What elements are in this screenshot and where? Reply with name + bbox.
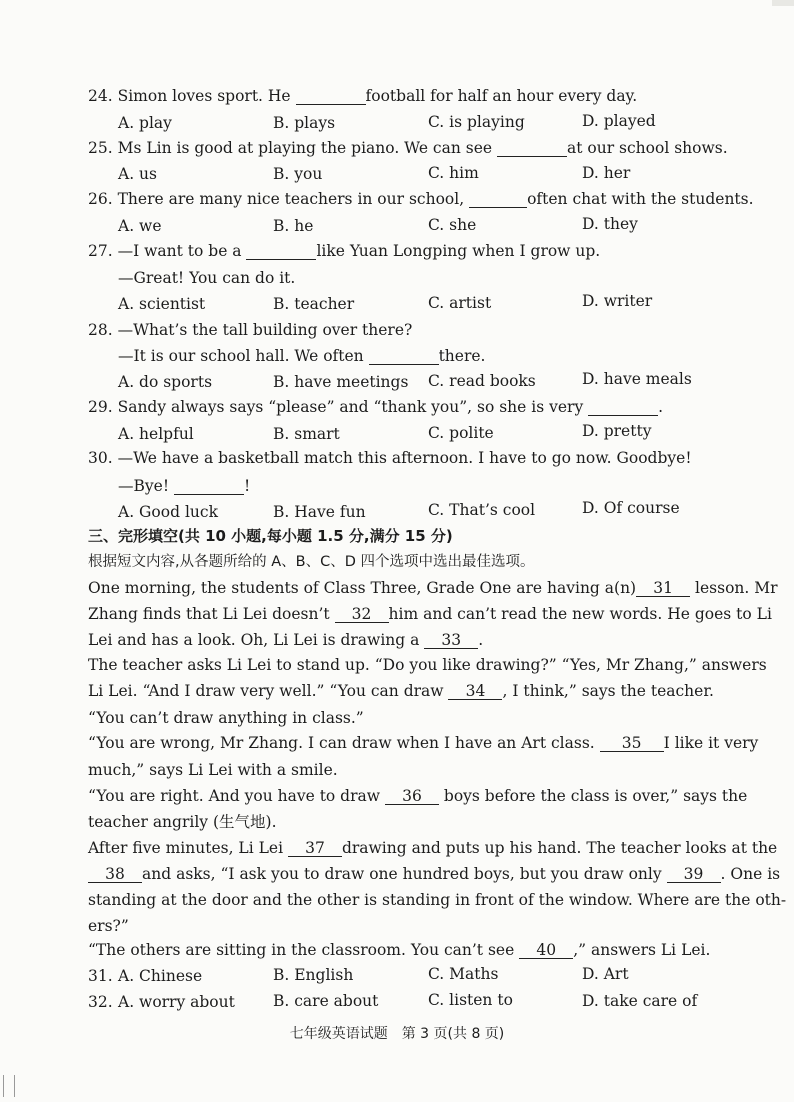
question-text: —It is our school hall. We often [118,347,369,365]
option-b: B. teacher [273,295,355,313]
page-footer: 七年级英语试题 第 3 页(共 8 页) [289,1026,505,1042]
passage-line: “You can’t draw anything in class.” [88,709,364,727]
passage-line [88,733,758,753]
question-text: There are many nice teachers in our school, [117,190,470,208]
answer-blank [469,191,527,208]
option-c: C. Maths [428,965,499,983]
answer-blank [174,478,244,495]
passage-text: Li Lei. “And I draw very well.” “You can draw [88,682,444,700]
cloze-blank-36: 36 [385,788,439,805]
option-a: A. helpful [118,425,194,443]
passage-text: I like it very [663,734,759,752]
passage-text: “You are wrong, Mr Zhang. I can draw when I have an Art class. [88,734,595,752]
passage-text: Lei and has a look. Oh, Li Lei is drawing a [88,631,420,649]
passage-text: . [478,631,484,649]
question-text: Simon loves sport. He [117,87,296,105]
question-30 [88,448,692,468]
option-b: B. English [273,966,354,984]
option-a: A. do sports [118,373,213,391]
question-text: like Yuan Longping when I grow up. [316,242,601,260]
question-text: Sandy always says “please” and “thank you”, so she is very [117,398,589,416]
question-text: —We have a basketball match this afternoon. I have to go now. Goodbye! [117,449,692,467]
passage-line [88,604,772,624]
section-instruction: 根据短文内容,从各题所给的 A、B、C、D 四个选项中选出最佳选项。 [88,554,535,570]
passage-text: After five minutes, Li Lei [88,839,284,857]
passage-line: standing at the door and the other is standing in front of the window. Where are the oth- [88,891,787,909]
option-b: B. smart [273,425,340,443]
passage-line [88,864,780,884]
cloze-blank-39: 39 [667,866,721,883]
option-b: B. he [273,217,314,235]
option-b: B. care about [273,992,379,1010]
question-number: 31. [88,967,113,985]
passage-text: Zhang finds that Li Lei doesn’t [88,605,330,623]
option-d: D. have meals [582,370,692,388]
question-number: 26. [88,190,113,208]
passage-text: lesson. Mr [695,579,778,597]
question-number: 27. [88,242,113,260]
passage-line [88,786,747,806]
option-d: D. they [582,215,638,233]
option-d: D. writer [582,292,653,310]
cloze-blank-35: 35 [600,735,664,752]
option-c: C. him [428,164,479,182]
passage-text: ,” answers Li Lei. [573,941,711,959]
question-text: . [658,398,664,416]
option-d: D. take care of [582,992,698,1010]
section-heading: 三、完形填空(共 10 小题,每小题 1.5 分,满分 15 分) [88,527,453,545]
option-b: B. plays [273,114,336,132]
passage-line [88,630,483,650]
option-a: A. scientist [118,295,206,313]
cloze-blank-31: 31 [636,580,690,597]
option-c: C. listen to [428,991,513,1009]
question-text: football for half an hour every day. [365,87,638,105]
passage-line: much,” says Li Lei with a smile. [88,761,338,779]
dialogue-line [118,476,250,496]
dialogue-line: —Great! You can do it. [118,269,296,287]
question-25 [88,138,728,158]
option-d: D. Art [582,965,629,983]
option-c: C. polite [428,424,494,442]
option-d: D. pretty [582,422,652,440]
passage-line: The teacher asks Li Lei to stand up. “Do you like drawing?” “Yes, Mr Zhang,” answers [88,656,767,674]
passage-text: , I think,” says the teacher. [502,682,714,700]
question-number: 25. [88,139,113,157]
passage-text: and asks, “I ask you to draw one hundred boys, but you draw only [142,865,662,883]
question-26 [88,189,754,209]
option-c: C. read books [428,372,536,390]
cloze-blank-37: 37 [288,840,342,857]
scan-edge-mark [772,0,794,6]
option-b: B. you [273,165,323,183]
answer-blank [588,399,658,416]
cloze-blank-34: 34 [448,683,502,700]
question-number: 32. [88,993,113,1011]
option-a: A. worry about [118,993,235,1011]
option-b: B. have meetings [273,373,409,391]
option-d: D. played [582,112,656,130]
question-24 [88,86,637,106]
option-c: C. is playing [428,113,525,131]
passage-line [88,578,778,598]
passage-text: . One is [720,865,781,883]
question-text: Ms Lin is good at playing the piano. We can see [117,139,497,157]
question-text: often chat with the students. [527,190,754,208]
question-number: 30. [88,449,113,467]
question-text: —Bye! [118,477,174,495]
scan-edge-mark [3,1075,15,1097]
passage-text: “The others are sitting in the classroom. You can’t see [88,941,515,959]
passage-text: “You are right. And you have to draw [88,787,381,805]
passage-line [88,838,777,858]
option-a: A. play [118,114,172,132]
passage-line [88,940,710,960]
dialogue-line [118,346,485,366]
passage-text: drawing and puts up his hand. The teacher looks at the [341,839,778,857]
answer-blank [296,88,366,105]
question-29 [88,397,663,417]
passage-line [88,681,714,701]
cloze-blank-32: 32 [335,606,389,623]
question-27 [88,241,600,261]
passage-text: boys before the class is over,” says the [443,787,748,805]
option-b: B. Have fun [273,503,366,521]
question-number: 24. [88,87,113,105]
question-28 [88,320,412,340]
option-a: A. Chinese [118,967,203,985]
question-number: 28. [88,321,113,339]
cloze-blank-38: 38 [88,866,142,883]
option-d: D. Of course [582,499,680,517]
question-text: —What’s the tall building over there? [117,321,413,339]
question-text: —I want to be a [117,242,247,260]
question-text: at our school shows. [567,139,728,157]
passage-text: One morning, the students of Class Three, Grade One are having a(n) [88,579,637,597]
question-text: there. [438,347,486,365]
answer-blank [246,243,316,260]
question-text: ! [243,477,251,495]
option-a: A. us [118,165,157,183]
cloze-blank-40: 40 [519,942,573,959]
option-d: D. her [582,164,631,182]
passage-text: him and can’t read the new words. He goes to Li [388,605,772,623]
option-a: A. we [118,217,162,235]
option-c: C. she [428,216,477,234]
passage-line: ers?” [88,917,129,935]
option-c: C. artist [428,294,492,312]
cloze-blank-33: 33 [424,632,478,649]
question-number: 29. [88,398,113,416]
option-c: C. That’s cool [428,501,536,519]
passage-line: teacher angrily (生气地). [88,813,277,831]
option-a: A. Good luck [118,503,218,521]
answer-blank [497,140,567,157]
answer-blank [369,348,439,365]
